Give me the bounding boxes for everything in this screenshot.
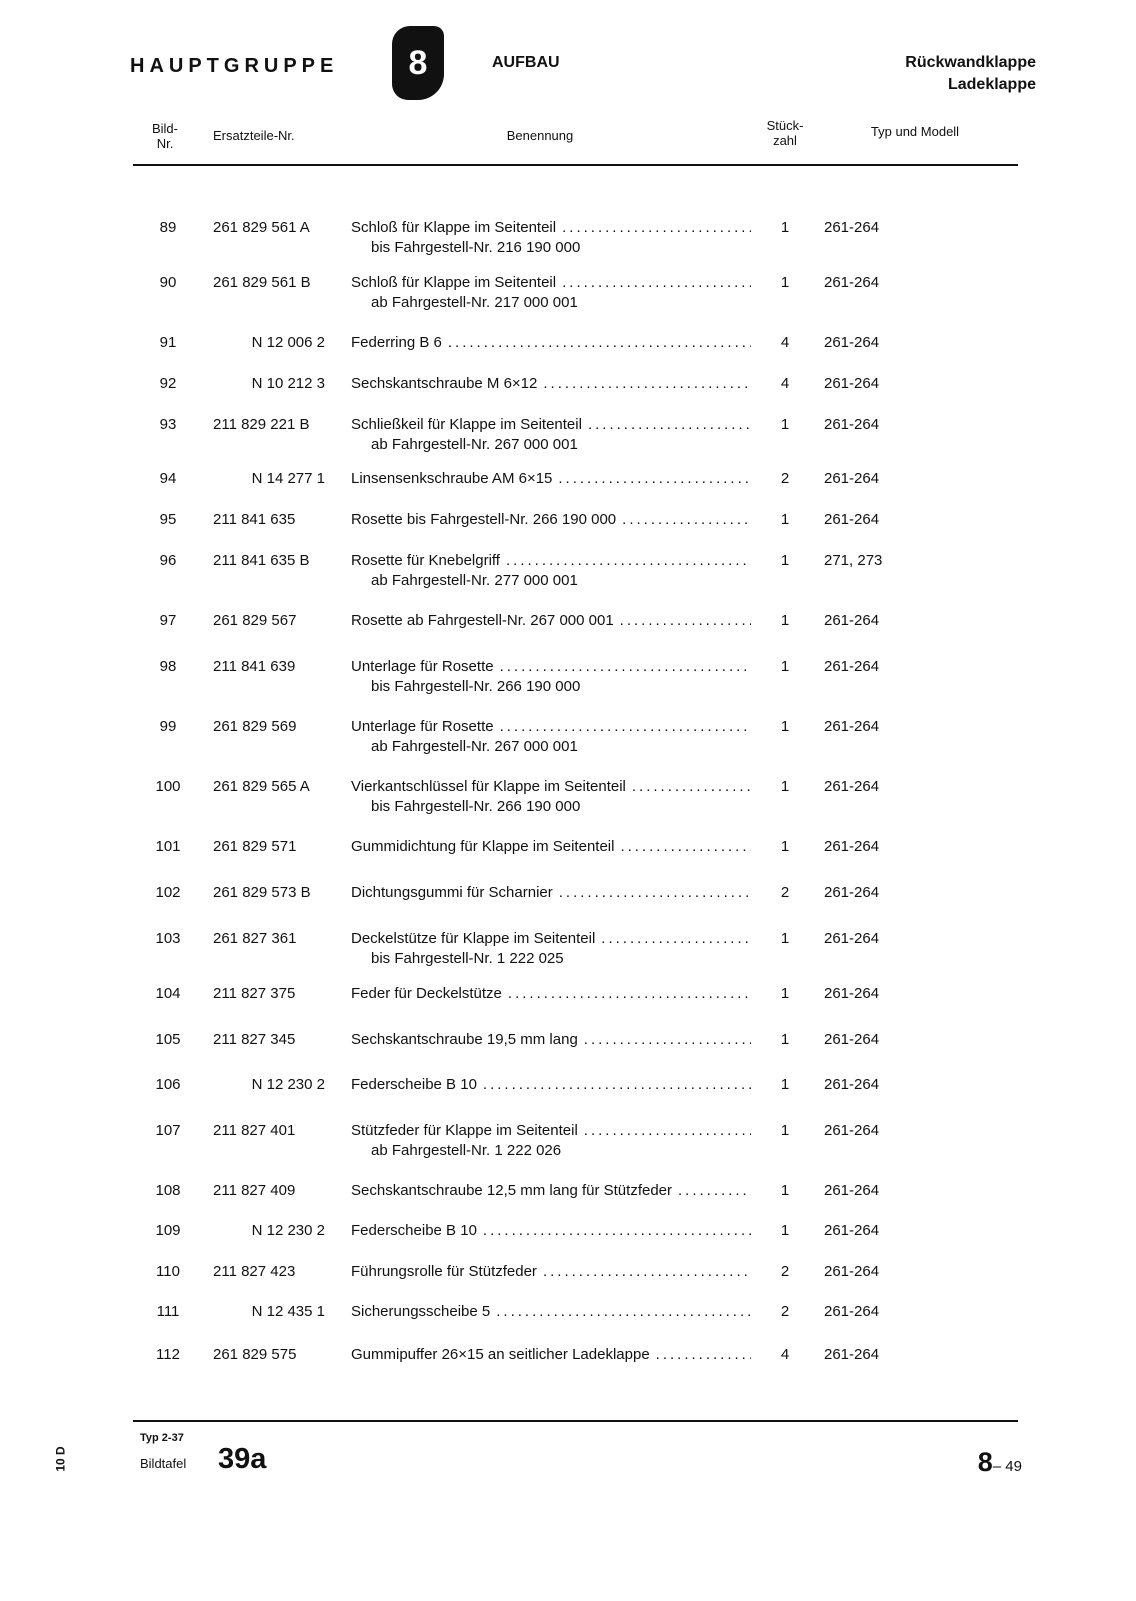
description-line — [351, 1262, 751, 1282]
description — [351, 984, 751, 1004]
description — [351, 1345, 751, 1365]
description-text: Gummipuffer 26×15 an seitlicher Ladeklappe — [351, 1346, 650, 1363]
description-line — [351, 929, 751, 949]
description-line — [351, 1302, 751, 1322]
part-number: 261 829 567 — [213, 612, 297, 629]
bild-nr: 105 — [155, 1031, 181, 1048]
description-line — [351, 1030, 751, 1050]
column-header-part-no: Ersatzteile-Nr. — [213, 128, 295, 143]
bild-nr: 93 — [159, 416, 177, 433]
column-header-qty-line-1: Stück- — [766, 118, 804, 133]
description-line — [351, 273, 751, 293]
leader-dots — [678, 1181, 751, 1201]
description-line — [351, 777, 751, 797]
description — [351, 333, 751, 353]
leader-dots — [584, 1030, 751, 1050]
quantity: 1 — [780, 1031, 790, 1048]
description-line — [351, 374, 751, 394]
description-line — [351, 1221, 751, 1241]
description-line — [351, 984, 751, 1004]
type-model: 261-264 — [824, 718, 880, 735]
bild-nr: 108 — [155, 1182, 181, 1199]
description-text: Führungsrolle für Stützfeder — [351, 1263, 537, 1280]
leader-dots — [584, 1121, 751, 1141]
leader-dots — [601, 929, 751, 949]
quantity: 2 — [780, 1303, 790, 1320]
quantity: 4 — [780, 334, 790, 351]
quantity: 1 — [780, 1122, 790, 1139]
subtitle-line-1: Rückwandklappe — [905, 54, 1036, 71]
footer-type: Typ 2-37 — [140, 1432, 184, 1444]
bild-nr: 107 — [155, 1122, 181, 1139]
description — [351, 1221, 751, 1241]
bild-nr: 109 — [155, 1222, 181, 1239]
side-code: 10 D — [53, 1446, 68, 1472]
page-number — [978, 1447, 1022, 1478]
description-continuation: bis Fahrgestell-Nr. 216 190 000 — [371, 239, 581, 256]
page-group: 8 — [977, 1447, 993, 1477]
description — [351, 1121, 751, 1161]
description-text: Sechskantschraube 19,5 mm lang — [351, 1031, 578, 1048]
type-model: 261-264 — [824, 334, 880, 351]
description-continuation: ab Fahrgestell-Nr. 267 000 001 — [371, 436, 578, 453]
quantity: 1 — [780, 274, 790, 291]
description-continuation: ab Fahrgestell-Nr. 267 000 001 — [371, 738, 578, 755]
description — [351, 273, 751, 313]
description — [351, 551, 751, 591]
description-line — [351, 1121, 751, 1141]
description — [351, 929, 751, 969]
quantity: 1 — [780, 552, 790, 569]
description — [351, 218, 751, 258]
leader-dots — [543, 1262, 751, 1282]
leader-dots — [620, 611, 751, 631]
leader-dots — [448, 333, 751, 353]
description — [351, 1181, 751, 1201]
description-continuation: bis Fahrgestell-Nr. 266 190 000 — [371, 678, 581, 695]
bild-nr: 92 — [159, 375, 177, 392]
type-model: 261-264 — [824, 884, 880, 901]
type-model: 261-264 — [824, 511, 880, 528]
type-model: 261-264 — [824, 416, 880, 433]
description-text: Schloß für Klappe im Seitenteil — [351, 219, 557, 236]
type-model: 261-264 — [824, 1303, 880, 1320]
type-model: 261-264 — [824, 1346, 880, 1363]
quantity: 2 — [780, 884, 790, 901]
description-line — [351, 837, 751, 857]
description — [351, 469, 751, 489]
part-number: 261 829 561 A — [213, 219, 310, 236]
quantity: 1 — [780, 1076, 790, 1093]
description — [351, 777, 751, 817]
bild-nr: 96 — [159, 552, 177, 569]
description — [351, 1262, 751, 1282]
description — [351, 883, 751, 903]
quantity: 2 — [780, 1263, 790, 1280]
bild-nr: 98 — [159, 658, 177, 675]
description-text: Unterlage für Rosette — [351, 658, 494, 675]
leader-dots — [500, 717, 751, 737]
column-header-qty-line-2: zahl — [773, 133, 797, 148]
description-text: Feder für Deckelstütze — [351, 985, 502, 1002]
description-line — [351, 1075, 751, 1095]
description-text: Sicherungsscheibe 5 — [351, 1303, 491, 1320]
part-number: 261 829 569 — [213, 718, 297, 735]
part-number: 211 829 221 B — [213, 416, 310, 433]
bild-nr: 104 — [155, 985, 181, 1002]
footer-bildtafel-label: Bildtafel — [140, 1456, 187, 1471]
description — [351, 611, 751, 631]
description-text: Federscheibe B 10 — [351, 1076, 477, 1093]
bild-nr: 101 — [155, 838, 181, 855]
leader-dots — [620, 837, 751, 857]
group-number-badge — [392, 26, 444, 100]
leader-dots — [656, 1345, 751, 1365]
part-number: 261 829 573 B — [213, 884, 311, 901]
description-continuation: ab Fahrgestell-Nr. 277 000 001 — [371, 572, 578, 589]
description — [351, 1302, 751, 1322]
description-text: Rosette bis Fahrgestell-Nr. 266 190 000 — [351, 511, 617, 528]
bild-nr: 100 — [155, 778, 181, 795]
type-model: 261-264 — [824, 375, 880, 392]
type-model: 261-264 — [824, 1076, 880, 1093]
description-text: Sechskantschraube M 6×12 — [351, 375, 538, 392]
part-number: N 12 006 2 — [251, 334, 325, 351]
bild-nr: 102 — [155, 884, 181, 901]
description-line — [351, 611, 751, 631]
quantity: 1 — [780, 930, 790, 947]
column-header-type: Typ und Modell — [870, 124, 960, 139]
description-continuation: ab Fahrgestell-Nr. 217 000 001 — [371, 294, 578, 311]
quantity: 1 — [780, 612, 790, 629]
section-title: AUFBAU — [492, 54, 560, 71]
part-number: 261 827 361 — [213, 930, 297, 947]
part-number: 211 827 401 — [213, 1122, 296, 1139]
description-line — [351, 469, 751, 489]
description-text: Vierkantschlüssel für Klappe im Seitenteil — [351, 778, 626, 795]
quantity: 1 — [780, 219, 790, 236]
part-number: 211 841 639 — [213, 658, 296, 675]
bild-nr: 99 — [159, 718, 177, 735]
description-text: Schloß für Klappe im Seitenteil — [351, 274, 557, 291]
leader-dots — [622, 510, 751, 530]
page-number-suffix: – 49 — [992, 1458, 1022, 1475]
type-model: 261-264 — [824, 274, 880, 291]
leader-dots — [483, 1221, 751, 1241]
column-header-name: Benennung — [506, 128, 574, 143]
leader-dots — [562, 218, 751, 238]
leader-dots — [508, 984, 751, 1004]
header-rule — [133, 164, 1018, 166]
footer-bildtafel-number: 39a — [218, 1443, 267, 1475]
quantity: 1 — [780, 658, 790, 675]
part-number: N 12 230 2 — [251, 1222, 325, 1239]
bild-nr: 97 — [159, 612, 177, 629]
part-number: 211 841 635 B — [213, 552, 310, 569]
part-number: 261 829 575 — [213, 1346, 297, 1363]
quantity: 1 — [780, 718, 790, 735]
part-number: 261 829 571 — [213, 838, 297, 855]
part-number: N 12 435 1 — [251, 1303, 325, 1320]
bild-nr: 110 — [156, 1263, 180, 1280]
part-number: 211 841 635 — [213, 511, 296, 528]
footer-rule — [133, 1420, 1018, 1422]
description-line — [351, 333, 751, 353]
type-model: 261-264 — [824, 930, 880, 947]
description — [351, 1030, 751, 1050]
part-number: 261 829 565 A — [213, 778, 310, 795]
bild-nr: 111 — [156, 1303, 180, 1320]
bild-nr: 106 — [155, 1076, 181, 1093]
leader-dots — [543, 374, 751, 394]
leader-dots — [483, 1075, 751, 1095]
description-continuation: ab Fahrgestell-Nr. 1 222 026 — [371, 1142, 562, 1159]
part-number: 211 827 423 — [213, 1263, 296, 1280]
bild-nr: 95 — [159, 511, 177, 528]
quantity: 1 — [780, 511, 790, 528]
type-model: 261-264 — [824, 1222, 880, 1239]
description-text: Dichtungsgummi für Scharnier — [351, 884, 553, 901]
description-text: Deckelstütze für Klappe im Seitenteil — [351, 930, 596, 947]
leader-dots — [506, 551, 751, 571]
type-model: 261-264 — [824, 219, 880, 236]
description — [351, 415, 751, 455]
type-model: 261-264 — [824, 658, 880, 675]
description — [351, 374, 751, 394]
type-model: 261-264 — [824, 838, 880, 855]
quantity: 4 — [780, 1346, 790, 1363]
description-text: Linsensenkschraube AM 6×15 — [351, 470, 553, 487]
description — [351, 657, 751, 697]
description-continuation: bis Fahrgestell-Nr. 266 190 000 — [371, 798, 581, 815]
bild-nr: 103 — [155, 930, 181, 947]
quantity: 2 — [780, 470, 790, 487]
description-text: Federring B 6 — [351, 334, 442, 351]
main-title: HAUPTGRUPPE — [130, 55, 339, 77]
description-line — [351, 657, 751, 677]
type-model: 261-264 — [824, 1122, 880, 1139]
column-header-bild-nr — [140, 121, 190, 151]
part-number: 211 827 345 — [213, 1031, 296, 1048]
quantity: 1 — [780, 416, 790, 433]
description-text: Rosette für Knebelgriff — [351, 552, 500, 569]
description-line — [351, 218, 751, 238]
type-model: 261-264 — [824, 1031, 880, 1048]
description-text: Sechskantschraube 12,5 mm lang für Stützfeder — [351, 1182, 673, 1199]
description-line — [351, 883, 751, 903]
part-number: N 12 230 2 — [251, 1076, 325, 1093]
description-text: Rosette ab Fahrgestell-Nr. 267 000 001 — [351, 612, 614, 629]
type-model: 271, 273 — [824, 552, 883, 569]
leader-dots — [562, 273, 751, 293]
bild-nr: 90 — [159, 274, 177, 291]
part-number: N 10 212 3 — [251, 375, 325, 392]
leader-dots — [496, 1302, 751, 1322]
column-header-bild-nr-line-2: Nr. — [156, 136, 174, 151]
subtitle — [905, 52, 1036, 96]
bild-nr: 112 — [156, 1346, 180, 1363]
quantity: 1 — [780, 1222, 790, 1239]
part-number: 211 827 375 — [213, 985, 296, 1002]
column-header-qty — [755, 118, 815, 148]
bild-nr: 91 — [159, 334, 177, 351]
description-continuation: bis Fahrgestell-Nr. 1 222 025 — [371, 950, 564, 967]
leader-dots — [559, 883, 751, 903]
description-line — [351, 1181, 751, 1201]
subtitle-line-2: Ladeklappe — [947, 76, 1036, 93]
leader-dots — [632, 777, 751, 797]
type-model: 261-264 — [824, 612, 880, 629]
column-header-bild-nr-line-1: Bild- — [151, 121, 178, 136]
quantity: 1 — [780, 985, 790, 1002]
description — [351, 510, 751, 530]
description-text: Gummidichtung für Klappe im Seitenteil — [351, 838, 615, 855]
bild-nr: 89 — [159, 219, 177, 236]
description-text: Stützfeder für Klappe im Seitenteil — [351, 1122, 578, 1139]
type-model: 261-264 — [824, 1263, 880, 1280]
type-model: 261-264 — [824, 778, 880, 795]
description-line — [351, 717, 751, 737]
part-number: 261 829 561 B — [213, 274, 311, 291]
description-text: Schließkeil für Klappe im Seitenteil — [351, 416, 582, 433]
description — [351, 837, 751, 857]
part-number: N 14 277 1 — [251, 470, 325, 487]
description — [351, 1075, 751, 1095]
quantity: 4 — [780, 375, 790, 392]
description-text: Federscheibe B 10 — [351, 1222, 477, 1239]
part-number: 211 827 409 — [213, 1182, 296, 1199]
bild-nr: 94 — [159, 470, 177, 487]
type-model: 261-264 — [824, 985, 880, 1002]
leader-dots — [558, 469, 751, 489]
quantity: 1 — [780, 778, 790, 795]
description-line — [351, 415, 751, 435]
leader-dots — [500, 657, 751, 677]
leader-dots — [588, 415, 751, 435]
description-text: Unterlage für Rosette — [351, 718, 494, 735]
description-line — [351, 510, 751, 530]
group-number: 8 — [408, 43, 428, 82]
type-model: 261-264 — [824, 1182, 880, 1199]
quantity: 1 — [780, 838, 790, 855]
description — [351, 717, 751, 757]
description-line — [351, 1345, 751, 1365]
description-line — [351, 551, 751, 571]
quantity: 1 — [780, 1182, 790, 1199]
type-model: 261-264 — [824, 470, 880, 487]
